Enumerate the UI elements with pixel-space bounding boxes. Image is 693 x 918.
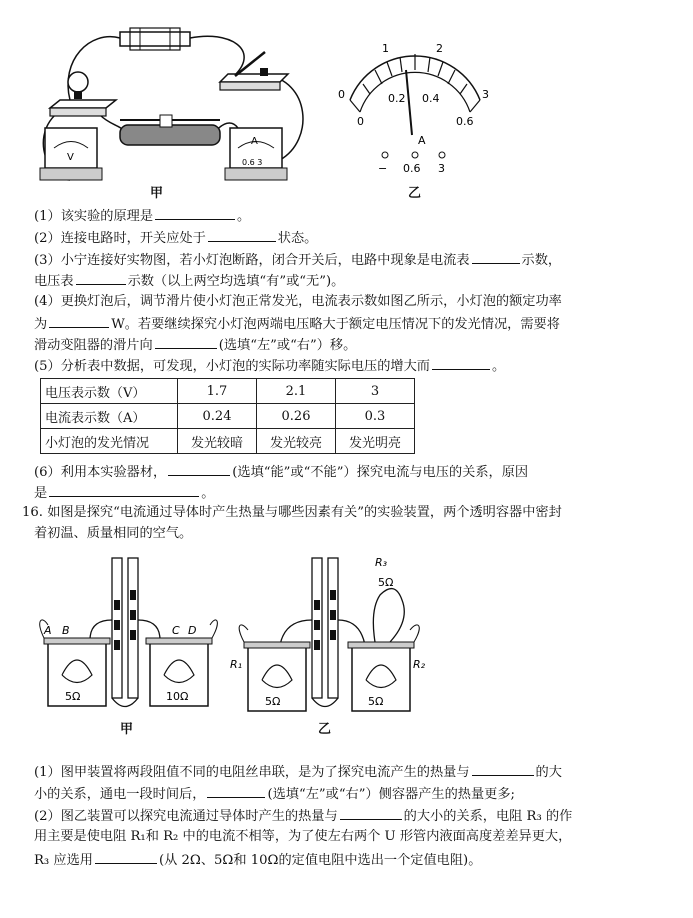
row-label: 电流表示数（A） [41,404,178,429]
table-row [41,379,415,404]
pointer-needle [406,70,412,135]
heat-apparatus-figure [30,550,430,745]
scale-bottom-0: 0 [357,115,364,128]
table-cell: 发光明亮 [336,429,415,454]
scale-bottom-1: 0.2 [388,92,406,105]
svg-text:A: A [44,624,52,637]
rheostat-icon [120,115,220,145]
q15-4a: (4）更换灯泡后，调节滑片使小灯泡正常发光，电流表示数如图乙所示，小灯泡的额定功率 [34,294,562,309]
svg-text:V: V [67,152,74,163]
figure-caption-jia-2: 甲 [120,722,134,737]
apparatus-yi [230,556,426,711]
q16-1b: 小的关系，通电一段时间后， (选填“左”或“右”）侧容器产生的热量更多; [34,784,515,804]
svg-text:R₁: R₁ [230,658,243,671]
figure-caption-yi: 乙 [408,186,422,201]
svg-text:5Ω: 5Ω [265,695,281,708]
q16-stem-1: 16. 如图是探究“电流通过导体时产生热量与哪些因素有关”的实验装置，两个透明容器中密封 [22,505,562,520]
table-cell: 2.1 [257,379,336,404]
svg-text:5Ω: 5Ω [368,695,384,708]
q15-6b: 是 。 [34,483,214,503]
table-cell: 发光较亮 [257,429,336,454]
q16-2a: (2）图乙装置可以探究电流通过导体时产生的热量与 的大小的关系，电阻 R₃ 的作 [34,806,572,826]
svg-text:10Ω: 10Ω [166,690,189,703]
terminal-minus: − [378,162,388,175]
table-row [41,429,415,454]
q15-5: (5）分析表中数据，可发现，小灯泡的实际功率随实际电压的增大而 。 [34,356,505,376]
q16-1a: (1）图甲装置将两段阻值不同的电阻丝串联，是为了探究电流产生的热量与 的大 [34,762,562,782]
circuit-figure [30,20,320,200]
svg-text:B: B [62,624,70,637]
q15-3b: 电压表 示数（以上两空均选填“有”或“无”)。 [34,271,344,291]
terminal-3: 3 [438,162,445,175]
q15-6a: (6）利用本实验器材， (选填“能”或“不能”）探究电流与电压的关系，原因 [34,462,528,482]
svg-text:R₃: R₃ [375,556,388,569]
q15-4b: 为 W。若要继续探究小灯泡两端电压略大于额定电压情况下的发光情况，需要将 [34,314,560,334]
svg-text:R₂: R₂ [413,658,426,671]
svg-text:0.6 3: 0.6 3 [242,158,263,167]
q15-1: (1）该实验的原理是 。 [34,206,250,226]
table-cell: 3 [336,379,415,404]
figure-caption-jia: 甲 [150,186,164,201]
svg-text:C: C [172,624,180,637]
apparatus-jia [40,558,218,707]
q15-2: (2）连接电路时，开关应处于 状态。 [34,228,317,248]
q15-3a: (3）小宁连接好实物图，若小灯泡断路，闭合开关后，电路中现象是电流表 示数， [34,250,561,270]
scale-top-3: 3 [482,88,489,101]
scale-top-1: 1 [382,42,389,55]
svg-text:D: D [188,624,197,637]
scale-bottom-3: 0.6 [456,115,474,128]
table-cell: 1.7 [178,379,257,404]
row-label: 小灯泡的发光情况 [41,429,178,454]
ammeter-icon [225,128,287,180]
svg-text:A: A [251,136,258,147]
q15-4c: 滑动变阻器的滑片向 (选填“左”或“右”）移。 [34,335,356,355]
pointer-label: A [418,134,426,147]
scale-bottom-2: 0.4 [422,92,440,105]
figure-caption-yi-2: 乙 [318,722,332,737]
q16-stem-2: 着初温、质量相同的空气。 [34,526,193,541]
table-cell: 0.3 [336,404,415,429]
scale-top-2: 2 [436,42,443,55]
switch-icon [220,52,288,90]
data-table [40,378,415,454]
table-row [41,404,415,429]
ammeter-dial [330,40,500,200]
q16-2b: 用主要是使电阻 R₁和 R₂ 中的电流不相等，为了使左右两个 U 形管内液面高度差差异更大， [34,829,572,844]
table-cell: 0.24 [178,404,257,429]
svg-text:5Ω: 5Ω [378,576,394,589]
voltmeter-icon [40,128,102,180]
scale-top-0: 0 [338,88,345,101]
bulb-icon [50,72,116,116]
q16-2c: R₃ 应选用 (从 2Ω、5Ω和 10Ω的定值电阻中选出一个定值电阻)。 [34,850,481,870]
row-label: 电压表示数（V） [41,379,178,404]
battery-icon [120,28,190,50]
table-cell: 0.26 [257,404,336,429]
table-cell: 发光较暗 [178,429,257,454]
svg-text:5Ω: 5Ω [65,690,81,703]
terminal-0.6: 0.6 [403,162,421,175]
